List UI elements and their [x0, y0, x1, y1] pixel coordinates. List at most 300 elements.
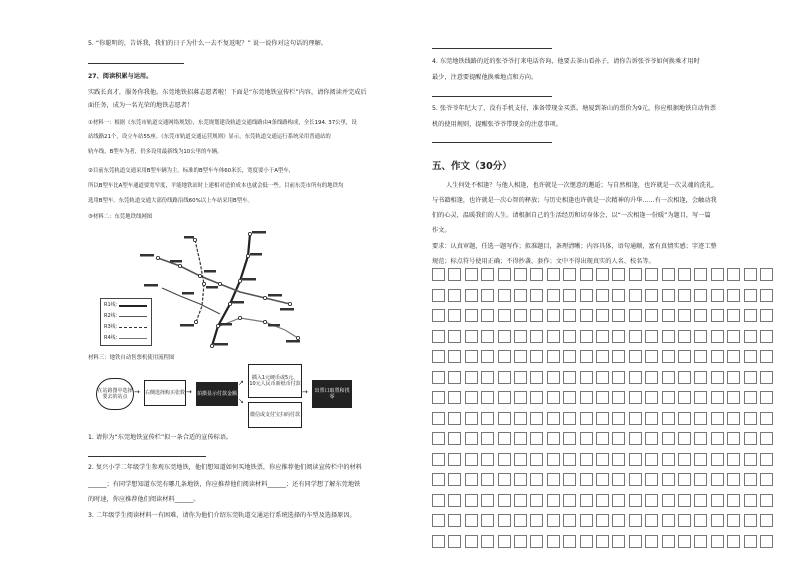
- grid-cell[interactable]: [514, 309, 527, 322]
- grid-cell[interactable]: [760, 412, 773, 425]
- grid-cell[interactable]: [547, 494, 560, 507]
- grid-cell[interactable]: [448, 412, 461, 425]
- grid-cell[interactable]: [694, 371, 707, 384]
- grid-cell[interactable]: [662, 494, 675, 507]
- grid-cell[interactable]: [596, 289, 609, 302]
- grid-cell[interactable]: [580, 330, 593, 343]
- grid-cell[interactable]: [760, 453, 773, 466]
- grid-cell[interactable]: [481, 535, 494, 548]
- grid-cell[interactable]: [662, 309, 675, 322]
- grid-cell[interactable]: [612, 268, 625, 281]
- grid-cell[interactable]: [465, 453, 478, 466]
- grid-cell[interactable]: [727, 350, 740, 363]
- grid-cell[interactable]: [514, 473, 527, 486]
- answer-line[interactable]: [88, 456, 206, 457]
- grid-cell[interactable]: [465, 412, 478, 425]
- grid-cell[interactable]: [498, 494, 511, 507]
- grid-cell[interactable]: [629, 350, 642, 363]
- grid-cell[interactable]: [563, 268, 576, 281]
- grid-cell[interactable]: [727, 289, 740, 302]
- grid-cell[interactable]: [580, 473, 593, 486]
- grid-cell[interactable]: [498, 391, 511, 404]
- grid-cell[interactable]: [662, 371, 675, 384]
- grid-cell[interactable]: [498, 350, 511, 363]
- grid-cell[interactable]: [662, 535, 675, 548]
- grid-cell[interactable]: [662, 432, 675, 445]
- grid-cell[interactable]: [448, 350, 461, 363]
- grid-cell[interactable]: [711, 268, 724, 281]
- grid-cell[interactable]: [629, 289, 642, 302]
- grid-cell[interactable]: [465, 289, 478, 302]
- grid-cell[interactable]: [645, 371, 658, 384]
- grid-cell[interactable]: [580, 309, 593, 322]
- grid-cell[interactable]: [448, 268, 461, 281]
- grid-cell[interactable]: [645, 535, 658, 548]
- grid-cell[interactable]: [678, 309, 691, 322]
- grid-cell[interactable]: [448, 432, 461, 445]
- grid-cell[interactable]: [580, 371, 593, 384]
- grid-cell[interactable]: [481, 371, 494, 384]
- grid-cell[interactable]: [744, 432, 757, 445]
- grid-cell[interactable]: [448, 309, 461, 322]
- grid-cell[interactable]: [563, 432, 576, 445]
- grid-cell[interactable]: [760, 268, 773, 281]
- grid-cell[interactable]: [711, 494, 724, 507]
- grid-cell[interactable]: [563, 391, 576, 404]
- grid-cell[interactable]: [465, 391, 478, 404]
- grid-cell[interactable]: [711, 432, 724, 445]
- grid-cell[interactable]: [629, 473, 642, 486]
- grid-cell[interactable]: [744, 371, 757, 384]
- grid-cell[interactable]: [744, 289, 757, 302]
- grid-cell[interactable]: [744, 309, 757, 322]
- grid-cell[interactable]: [530, 494, 543, 507]
- grid-cell[interactable]: [744, 473, 757, 486]
- grid-cell[interactable]: [760, 371, 773, 384]
- grid-cell[interactable]: [530, 412, 543, 425]
- grid-cell[interactable]: [547, 391, 560, 404]
- grid-cell[interactable]: [563, 309, 576, 322]
- grid-cell[interactable]: [694, 309, 707, 322]
- grid-cell[interactable]: [563, 289, 576, 302]
- grid-cell[interactable]: [432, 268, 445, 281]
- grid-cell[interactable]: [694, 350, 707, 363]
- grid-cell[interactable]: [645, 350, 658, 363]
- grid-cell[interactable]: [694, 453, 707, 466]
- grid-cell[interactable]: [744, 268, 757, 281]
- grid-cell[interactable]: [678, 330, 691, 343]
- grid-cell[interactable]: [645, 330, 658, 343]
- grid-cell[interactable]: [711, 350, 724, 363]
- grid-cell[interactable]: [498, 309, 511, 322]
- grid-cell[interactable]: [760, 514, 773, 527]
- grid-cell[interactable]: [481, 391, 494, 404]
- grid-cell[interactable]: [596, 535, 609, 548]
- grid-cell[interactable]: [645, 453, 658, 466]
- grid-cell[interactable]: [563, 535, 576, 548]
- grid-cell[interactable]: [514, 289, 527, 302]
- answer-line[interactable]: [432, 48, 552, 49]
- grid-cell[interactable]: [645, 412, 658, 425]
- grid-cell[interactable]: [678, 350, 691, 363]
- answer-line[interactable]: [88, 63, 184, 64]
- grid-cell[interactable]: [760, 473, 773, 486]
- grid-cell[interactable]: [547, 350, 560, 363]
- grid-cell[interactable]: [727, 432, 740, 445]
- grid-cell[interactable]: [760, 330, 773, 343]
- grid-cell[interactable]: [711, 514, 724, 527]
- grid-cell[interactable]: [530, 391, 543, 404]
- grid-cell[interactable]: [744, 350, 757, 363]
- grid-cell[interactable]: [744, 494, 757, 507]
- grid-cell[interactable]: [448, 371, 461, 384]
- grid-cell[interactable]: [645, 289, 658, 302]
- answer-line[interactable]: [432, 142, 552, 143]
- grid-cell[interactable]: [645, 494, 658, 507]
- grid-cell[interactable]: [481, 309, 494, 322]
- grid-cell[interactable]: [448, 514, 461, 527]
- grid-cell[interactable]: [678, 494, 691, 507]
- grid-cell[interactable]: [465, 494, 478, 507]
- grid-cell[interactable]: [580, 494, 593, 507]
- grid-cell[interactable]: [629, 535, 642, 548]
- grid-cell[interactable]: [678, 391, 691, 404]
- grid-cell[interactable]: [612, 453, 625, 466]
- grid-cell[interactable]: [612, 350, 625, 363]
- grid-cell[interactable]: [744, 535, 757, 548]
- grid-cell[interactable]: [596, 391, 609, 404]
- grid-cell[interactable]: [596, 412, 609, 425]
- grid-cell[interactable]: [580, 535, 593, 548]
- grid-cell[interactable]: [612, 371, 625, 384]
- grid-cell[interactable]: [760, 289, 773, 302]
- grid-cell[interactable]: [563, 412, 576, 425]
- grid-cell[interactable]: [547, 514, 560, 527]
- grid-cell[interactable]: [481, 473, 494, 486]
- grid-cell[interactable]: [727, 412, 740, 425]
- grid-cell[interactable]: [530, 535, 543, 548]
- grid-cell[interactable]: [530, 330, 543, 343]
- grid-cell[interactable]: [645, 391, 658, 404]
- grid-cell[interactable]: [645, 309, 658, 322]
- grid-cell[interactable]: [678, 514, 691, 527]
- grid-cell[interactable]: [662, 391, 675, 404]
- grid-cell[interactable]: [498, 371, 511, 384]
- grid-cell[interactable]: [514, 371, 527, 384]
- grid-cell[interactable]: [596, 268, 609, 281]
- grid-cell[interactable]: [694, 412, 707, 425]
- grid-cell[interactable]: [563, 514, 576, 527]
- grid-cell[interactable]: [448, 330, 461, 343]
- grid-cell[interactable]: [744, 391, 757, 404]
- grid-cell[interactable]: [530, 371, 543, 384]
- grid-cell[interactable]: [629, 412, 642, 425]
- grid-cell[interactable]: [563, 473, 576, 486]
- grid-cell[interactable]: [760, 494, 773, 507]
- grid-cell[interactable]: [727, 514, 740, 527]
- grid-cell[interactable]: [727, 453, 740, 466]
- grid-cell[interactable]: [727, 371, 740, 384]
- grid-cell[interactable]: [580, 268, 593, 281]
- grid-cell[interactable]: [711, 289, 724, 302]
- grid-cell[interactable]: [465, 268, 478, 281]
- grid-cell[interactable]: [727, 473, 740, 486]
- grid-cell[interactable]: [465, 350, 478, 363]
- grid-cell[interactable]: [694, 535, 707, 548]
- grid-cell[interactable]: [498, 289, 511, 302]
- grid-cell[interactable]: [481, 453, 494, 466]
- grid-cell[interactable]: [563, 350, 576, 363]
- grid-cell[interactable]: [629, 391, 642, 404]
- grid-cell[interactable]: [711, 453, 724, 466]
- grid-cell[interactable]: [448, 391, 461, 404]
- grid-cell[interactable]: [432, 473, 445, 486]
- grid-cell[interactable]: [662, 350, 675, 363]
- grid-cell[interactable]: [481, 412, 494, 425]
- grid-cell[interactable]: [514, 350, 527, 363]
- grid-cell[interactable]: [662, 453, 675, 466]
- grid-cell[interactable]: [481, 494, 494, 507]
- grid-cell[interactable]: [448, 289, 461, 302]
- grid-cell[interactable]: [711, 535, 724, 548]
- grid-cell[interactable]: [694, 494, 707, 507]
- grid-cell[interactable]: [629, 514, 642, 527]
- grid-cell[interactable]: [498, 412, 511, 425]
- grid-cell[interactable]: [563, 330, 576, 343]
- grid-cell[interactable]: [465, 309, 478, 322]
- grid-cell[interactable]: [662, 330, 675, 343]
- grid-cell[interactable]: [727, 391, 740, 404]
- grid-cell[interactable]: [662, 289, 675, 302]
- grid-cell[interactable]: [596, 309, 609, 322]
- grid-cell[interactable]: [596, 330, 609, 343]
- grid-cell[interactable]: [547, 412, 560, 425]
- grid-cell[interactable]: [530, 473, 543, 486]
- grid-cell[interactable]: [662, 268, 675, 281]
- grid-cell[interactable]: [530, 432, 543, 445]
- grid-cell[interactable]: [580, 391, 593, 404]
- grid-cell[interactable]: [596, 432, 609, 445]
- grid-cell[interactable]: [662, 514, 675, 527]
- grid-cell[interactable]: [678, 268, 691, 281]
- grid-cell[interactable]: [727, 330, 740, 343]
- grid-cell[interactable]: [612, 432, 625, 445]
- grid-cell[interactable]: [481, 514, 494, 527]
- grid-cell[interactable]: [596, 453, 609, 466]
- grid-cell[interactable]: [432, 514, 445, 527]
- grid-cell[interactable]: [612, 514, 625, 527]
- grid-cell[interactable]: [596, 371, 609, 384]
- grid-cell[interactable]: [760, 432, 773, 445]
- grid-cell[interactable]: [596, 514, 609, 527]
- grid-cell[interactable]: [645, 432, 658, 445]
- grid-cell[interactable]: [498, 330, 511, 343]
- grid-cell[interactable]: [547, 268, 560, 281]
- grid-cell[interactable]: [498, 473, 511, 486]
- grid-cell[interactable]: [481, 330, 494, 343]
- grid-cell[interactable]: [629, 453, 642, 466]
- grid-cell[interactable]: [711, 371, 724, 384]
- grid-cell[interactable]: [760, 391, 773, 404]
- grid-cell[interactable]: [563, 371, 576, 384]
- grid-cell[interactable]: [580, 412, 593, 425]
- grid-cell[interactable]: [580, 453, 593, 466]
- grid-cell[interactable]: [596, 473, 609, 486]
- grid-cell[interactable]: [694, 432, 707, 445]
- grid-cell[interactable]: [547, 473, 560, 486]
- grid-cell[interactable]: [432, 391, 445, 404]
- grid-cell[interactable]: [580, 289, 593, 302]
- grid-cell[interactable]: [514, 535, 527, 548]
- grid-cell[interactable]: [760, 350, 773, 363]
- grid-cell[interactable]: [678, 412, 691, 425]
- grid-cell[interactable]: [498, 432, 511, 445]
- grid-cell[interactable]: [432, 330, 445, 343]
- grid-cell[interactable]: [629, 432, 642, 445]
- grid-cell[interactable]: [498, 514, 511, 527]
- grid-cell[interactable]: [645, 473, 658, 486]
- grid-cell[interactable]: [514, 412, 527, 425]
- grid-cell[interactable]: [612, 535, 625, 548]
- grid-cell[interactable]: [760, 309, 773, 322]
- grid-cell[interactable]: [465, 432, 478, 445]
- writing-grid[interactable]: [432, 268, 776, 558]
- grid-cell[interactable]: [514, 330, 527, 343]
- grid-cell[interactable]: [547, 289, 560, 302]
- grid-cell[interactable]: [629, 309, 642, 322]
- grid-cell[interactable]: [612, 494, 625, 507]
- grid-cell[interactable]: [678, 535, 691, 548]
- grid-cell[interactable]: [481, 268, 494, 281]
- grid-cell[interactable]: [711, 330, 724, 343]
- grid-cell[interactable]: [694, 268, 707, 281]
- grid-cell[interactable]: [498, 268, 511, 281]
- grid-cell[interactable]: [530, 350, 543, 363]
- answer-line[interactable]: [432, 96, 552, 97]
- grid-cell[interactable]: [612, 330, 625, 343]
- grid-cell[interactable]: [744, 330, 757, 343]
- grid-cell[interactable]: [711, 391, 724, 404]
- grid-cell[interactable]: [711, 473, 724, 486]
- grid-cell[interactable]: [727, 309, 740, 322]
- grid-cell[interactable]: [481, 289, 494, 302]
- grid-cell[interactable]: [662, 412, 675, 425]
- grid-cell[interactable]: [596, 350, 609, 363]
- grid-cell[interactable]: [760, 535, 773, 548]
- grid-cell[interactable]: [448, 535, 461, 548]
- grid-cell[interactable]: [580, 432, 593, 445]
- grid-cell[interactable]: [563, 494, 576, 507]
- grid-cell[interactable]: [514, 268, 527, 281]
- grid-cell[interactable]: [694, 330, 707, 343]
- grid-cell[interactable]: [547, 453, 560, 466]
- grid-cell[interactable]: [530, 514, 543, 527]
- grid-cell[interactable]: [530, 453, 543, 466]
- grid-cell[interactable]: [530, 289, 543, 302]
- grid-cell[interactable]: [744, 453, 757, 466]
- grid-cell[interactable]: [547, 371, 560, 384]
- grid-cell[interactable]: [678, 371, 691, 384]
- grid-cell[interactable]: [432, 412, 445, 425]
- grid-cell[interactable]: [432, 371, 445, 384]
- grid-cell[interactable]: [498, 453, 511, 466]
- grid-cell[interactable]: [432, 453, 445, 466]
- grid-cell[interactable]: [580, 350, 593, 363]
- grid-cell[interactable]: [645, 514, 658, 527]
- grid-cell[interactable]: [727, 268, 740, 281]
- grid-cell[interactable]: [678, 473, 691, 486]
- grid-cell[interactable]: [465, 371, 478, 384]
- grid-cell[interactable]: [514, 514, 527, 527]
- grid-cell[interactable]: [432, 432, 445, 445]
- grid-cell[interactable]: [547, 432, 560, 445]
- grid-cell[interactable]: [547, 330, 560, 343]
- grid-cell[interactable]: [498, 535, 511, 548]
- grid-cell[interactable]: [694, 391, 707, 404]
- grid-cell[interactable]: [465, 514, 478, 527]
- grid-cell[interactable]: [629, 371, 642, 384]
- grid-cell[interactable]: [662, 473, 675, 486]
- grid-cell[interactable]: [694, 514, 707, 527]
- grid-cell[interactable]: [432, 350, 445, 363]
- grid-cell[interactable]: [448, 494, 461, 507]
- grid-cell[interactable]: [514, 453, 527, 466]
- grid-cell[interactable]: [694, 289, 707, 302]
- grid-cell[interactable]: [432, 309, 445, 322]
- grid-cell[interactable]: [727, 494, 740, 507]
- grid-cell[interactable]: [629, 330, 642, 343]
- grid-cell[interactable]: [711, 309, 724, 322]
- grid-cell[interactable]: [530, 268, 543, 281]
- grid-cell[interactable]: [678, 432, 691, 445]
- grid-cell[interactable]: [448, 473, 461, 486]
- grid-cell[interactable]: [514, 432, 527, 445]
- grid-cell[interactable]: [612, 412, 625, 425]
- grid-cell[interactable]: [465, 330, 478, 343]
- grid-cell[interactable]: [629, 268, 642, 281]
- grid-cell[interactable]: [612, 391, 625, 404]
- grid-cell[interactable]: [596, 494, 609, 507]
- grid-cell[interactable]: [481, 432, 494, 445]
- grid-cell[interactable]: [678, 289, 691, 302]
- grid-cell[interactable]: [465, 473, 478, 486]
- grid-cell[interactable]: [612, 473, 625, 486]
- grid-cell[interactable]: [612, 309, 625, 322]
- grid-cell[interactable]: [694, 473, 707, 486]
- grid-cell[interactable]: [547, 309, 560, 322]
- grid-cell[interactable]: [530, 309, 543, 322]
- grid-cell[interactable]: [432, 289, 445, 302]
- grid-cell[interactable]: [612, 289, 625, 302]
- grid-cell[interactable]: [547, 535, 560, 548]
- grid-cell[interactable]: [563, 453, 576, 466]
- grid-cell[interactable]: [744, 514, 757, 527]
- grid-cell[interactable]: [678, 453, 691, 466]
- grid-cell[interactable]: [514, 494, 527, 507]
- grid-cell[interactable]: [711, 412, 724, 425]
- grid-cell[interactable]: [432, 535, 445, 548]
- grid-cell[interactable]: [580, 514, 593, 527]
- grid-cell[interactable]: [432, 494, 445, 507]
- grid-cell[interactable]: [629, 494, 642, 507]
- grid-cell[interactable]: [514, 391, 527, 404]
- grid-cell[interactable]: [645, 268, 658, 281]
- grid-cell[interactable]: [744, 412, 757, 425]
- grid-cell[interactable]: [448, 453, 461, 466]
- grid-cell[interactable]: [727, 535, 740, 548]
- grid-cell[interactable]: [481, 350, 494, 363]
- grid-cell[interactable]: [465, 535, 478, 548]
